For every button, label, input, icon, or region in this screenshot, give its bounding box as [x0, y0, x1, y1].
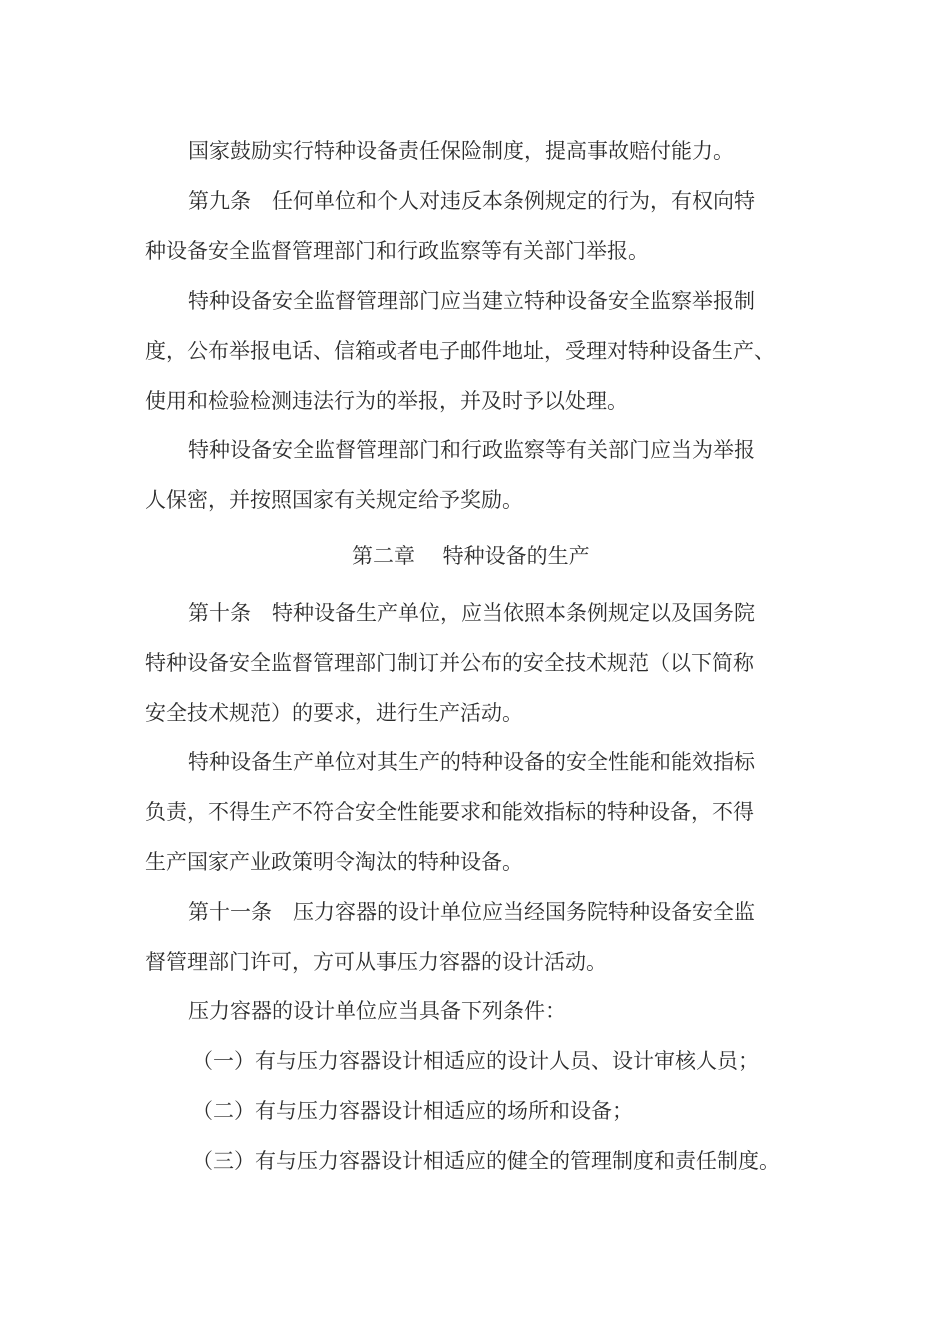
list-item: （二）有与压力容器设计相适应的场所和设备； [192, 1099, 633, 1123]
paragraph-line: 度，公布举报电话、信箱或者电子邮件地址，受理对特种设备生产、 [145, 339, 775, 363]
paragraph-line: 压力容器的设计单位应当具备下列条件： [188, 999, 566, 1023]
paragraph-line: 特种设备安全监督管理部门应当建立特种设备安全监察举报制 [188, 289, 755, 313]
article-11-line: 第十一条 压力容器的设计单位应当经国务院特种设备安全监 [188, 900, 755, 924]
paragraph-line: 生产国家产业政策明令淘汰的特种设备。 [145, 850, 523, 874]
article-9-line: 第九条 任何单位和个人对违反本条例规定的行为，有权向特 [188, 189, 755, 213]
paragraph-line: 安全技术规范）的要求，进行生产活动。 [145, 701, 523, 725]
paragraph-line: 特种设备生产单位对其生产的特种设备的安全性能和能效指标 [188, 750, 755, 774]
paragraph-line: 负责，不得生产不符合安全性能要求和能效指标的特种设备，不得 [145, 800, 754, 824]
paragraph-line: 人保密，并按照国家有关规定给予奖励。 [145, 488, 523, 512]
paragraph-line: 国家鼓励实行特种设备责任保险制度，提高事故赔付能力。 [188, 139, 734, 163]
list-item: （三）有与压力容器设计相适应的健全的管理制度和责任制度。 [192, 1149, 780, 1173]
paragraph-line: 督管理部门许可，方可从事压力容器的设计活动。 [145, 950, 607, 974]
chapter-heading: 第二章 特种设备的生产 [352, 544, 590, 568]
paragraph-line: 使用和检验检测违法行为的举报，并及时予以处理。 [145, 389, 628, 413]
paragraph-line: 特种设备安全监督管理部门和行政监察等有关部门应当为举报 [188, 438, 755, 462]
article-10-line: 第十条 特种设备生产单位，应当依照本条例规定以及国务院 [188, 601, 755, 625]
paragraph-line: 特种设备安全监督管理部门制订并公布的安全技术规范（以下简称 [145, 651, 754, 675]
paragraph-line: 种设备安全监督管理部门和行政监察等有关部门举报。 [145, 239, 649, 263]
list-item: （一）有与压力容器设计相适应的设计人员、设计审核人员； [192, 1049, 759, 1073]
